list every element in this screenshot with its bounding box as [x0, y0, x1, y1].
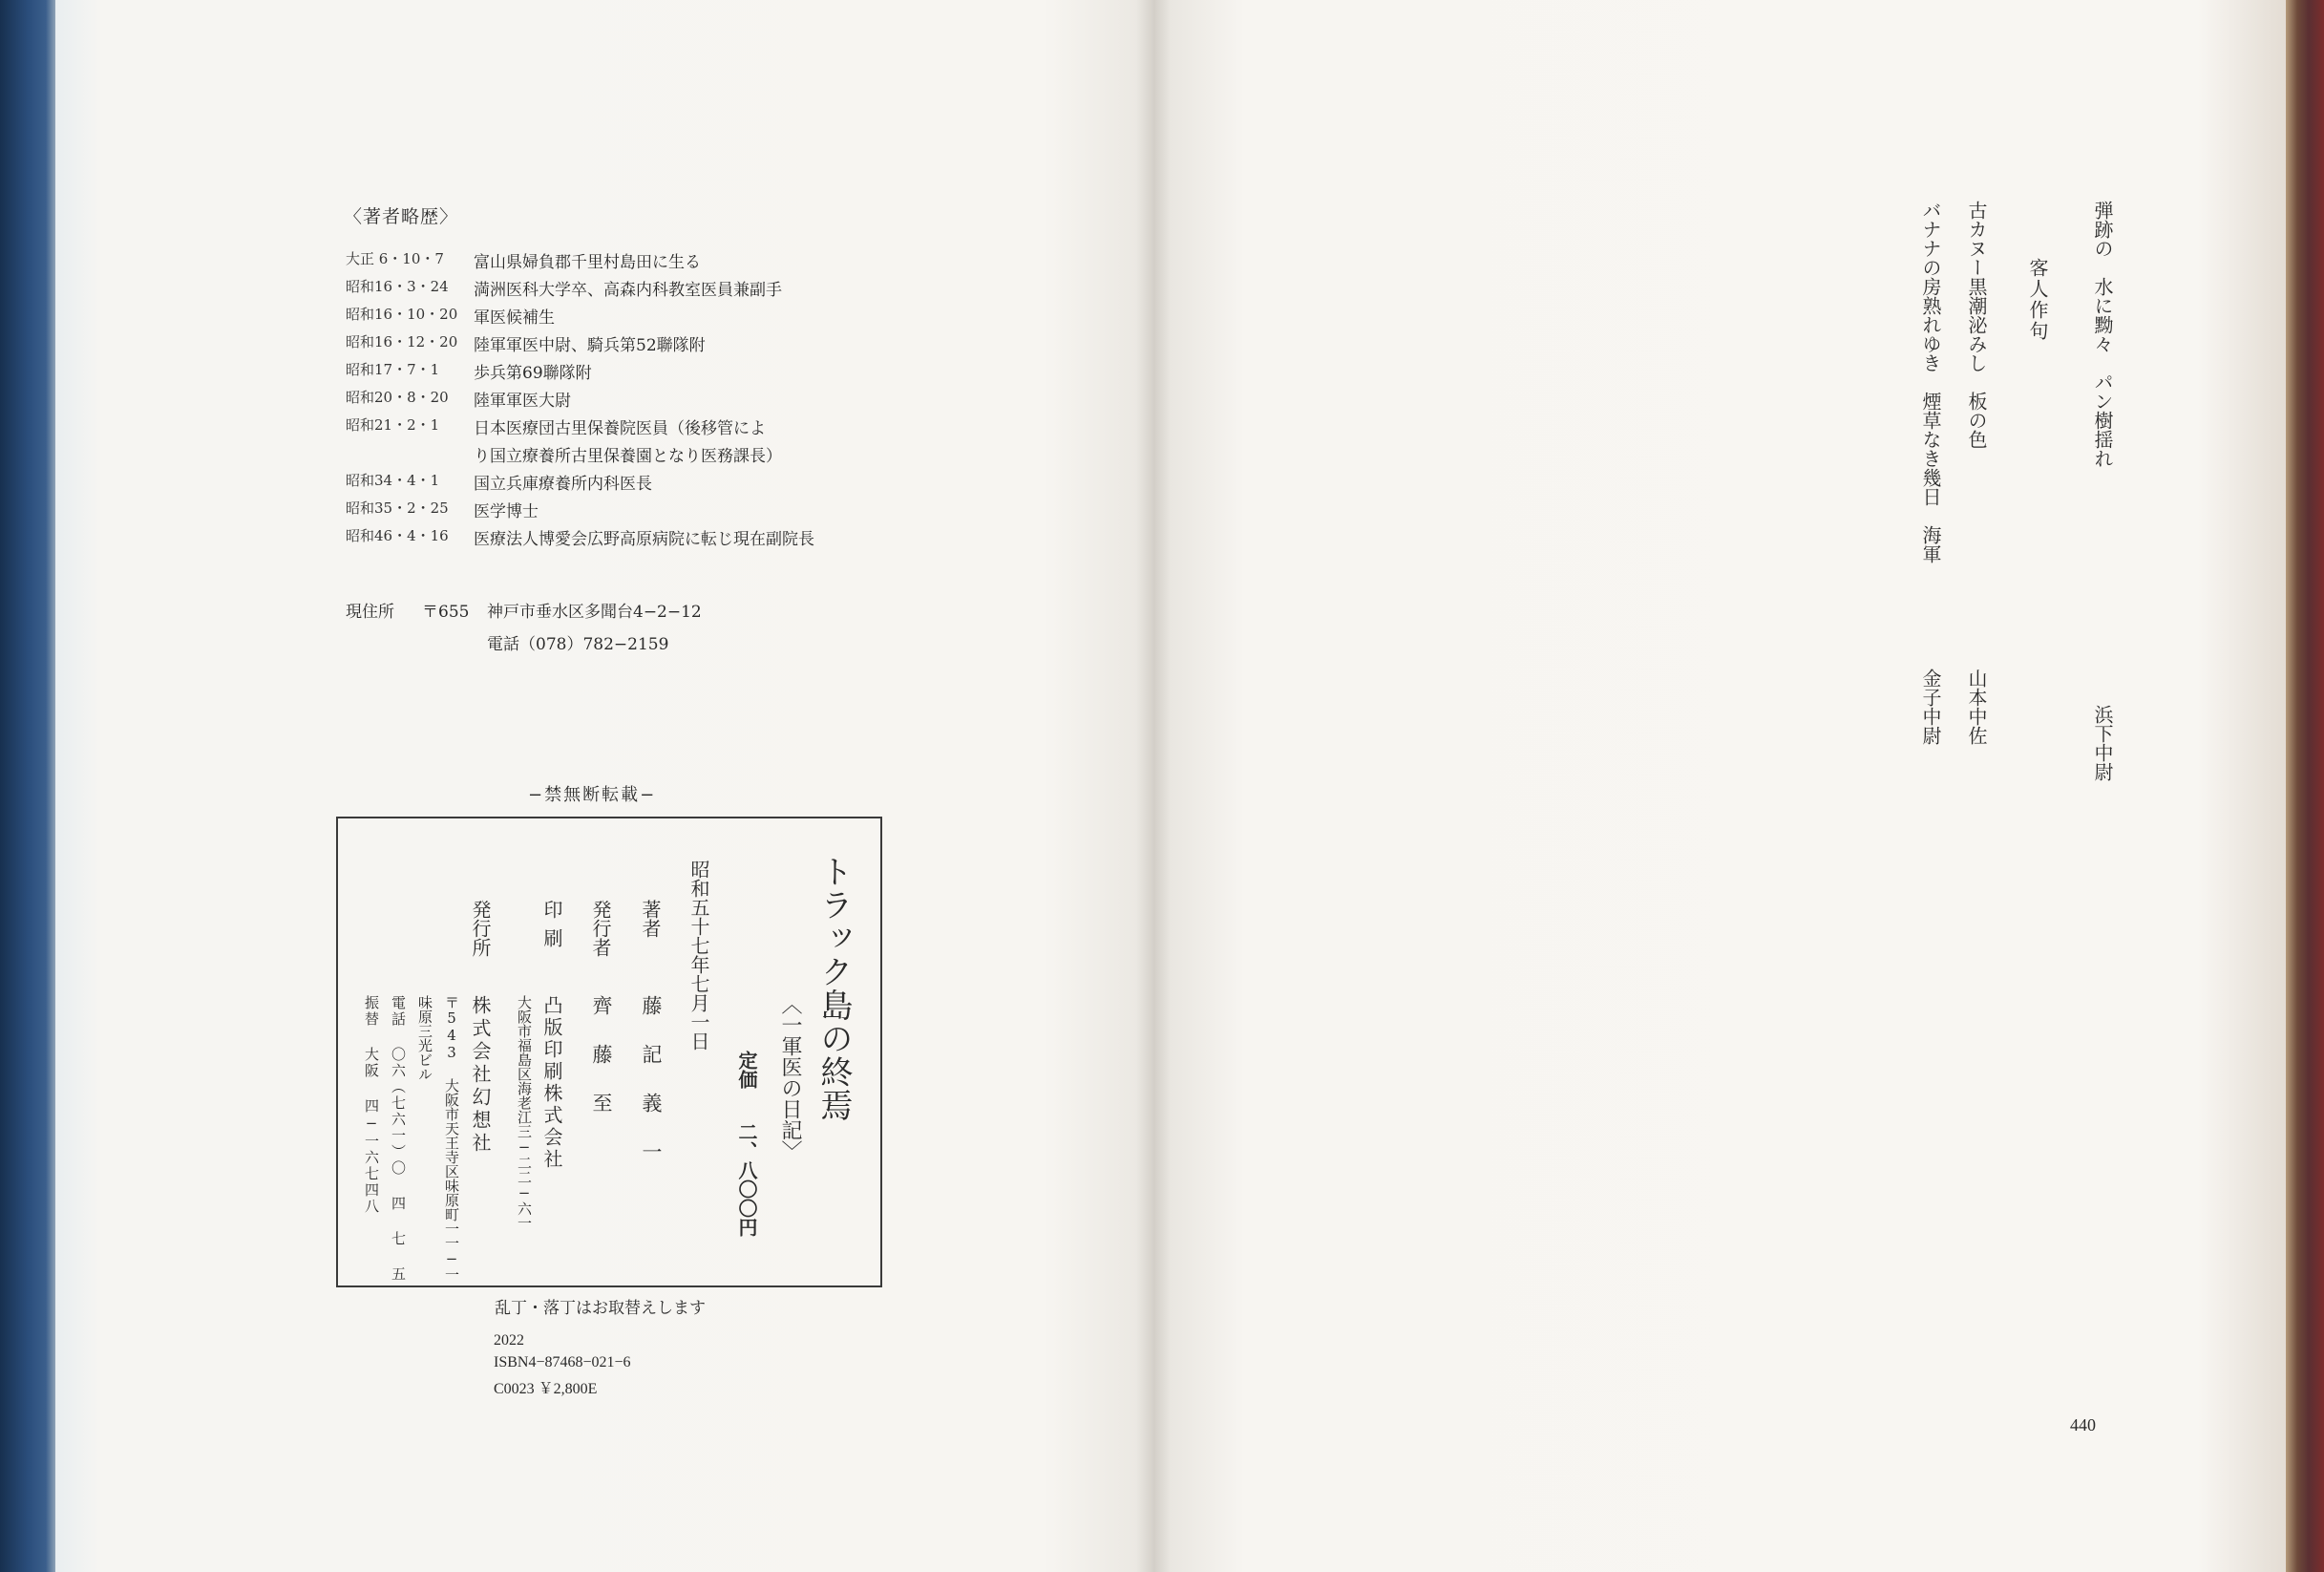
- haiku-heading: 客人作句: [2026, 258, 2049, 342]
- publication-date: 昭和五十七年七月一日: [687, 860, 710, 1051]
- haiku-line: バナナの房熟れゆき 煙草なき幾日 海軍: [1919, 201, 1942, 563]
- entry-text: 日本医療団古里保養院医員（後移管によ: [474, 419, 766, 438]
- entry-date: 昭和35・2・25: [346, 499, 449, 517]
- entry-date: 昭和46・4・16: [346, 527, 449, 544]
- cover-edge-left: [0, 0, 57, 1572]
- entry-text: 医療法人博愛会広野高原病院に転じ現在副院長: [474, 530, 814, 549]
- entry-text: 軍医候補生: [474, 308, 555, 328]
- right-page: [1153, 0, 2288, 1572]
- haiku-line: 古カヌー黒潮泌みし 板の色: [1965, 201, 1988, 449]
- entry-date: 昭和16・12・20: [346, 333, 458, 351]
- publisher-address: 〒543 大阪市天王寺区味原町一一−一: [443, 995, 460, 1282]
- price-label: 定価: [735, 1051, 758, 1089]
- address-line: 神戸市垂水区多聞台4−2−12: [487, 603, 702, 622]
- address-postal: 〒655: [422, 603, 470, 622]
- publisher-name: 株式会社幻想社: [469, 995, 492, 1156]
- entry-date: 昭和17・7・1: [346, 361, 440, 378]
- printer-name: 凸版印刷株式会社: [540, 995, 563, 1171]
- isbn-line: ISBN4−87468−021−6: [494, 1354, 631, 1370]
- entry-text: り国立療養所古里保養園となり医務課長）: [474, 447, 782, 466]
- publisher-building: 味原三光ビル: [416, 995, 433, 1081]
- entry-text: 富山県婦負郡千里村島田に生る: [474, 253, 701, 272]
- haiku-author: 金子中尉: [1919, 669, 1942, 745]
- entry-text: 医学博士: [474, 502, 539, 521]
- address-label: 現住所: [346, 603, 394, 622]
- entry-text: 陸軍軍医大尉: [474, 392, 571, 411]
- entry-date: 昭和20・8・20: [346, 389, 449, 406]
- issuer-label: 発行者: [589, 900, 612, 957]
- printer-address: 大阪市福島区海老江三−二二−六一: [516, 995, 533, 1230]
- entry-date: 昭和34・4・1: [346, 472, 440, 489]
- entry-date: 昭和16・10・20: [346, 306, 458, 323]
- entry-text: 国立兵庫療養所内科医長: [474, 475, 652, 494]
- entry-text: 満洲医科大学卒、高森内科教室医員兼副手: [474, 281, 782, 300]
- book-title: トラック島の終焉: [814, 855, 853, 1122]
- book-subtitle: 〈一軍医の日記〉: [778, 993, 802, 1161]
- printer-label: 印刷: [540, 900, 563, 957]
- entry-date: 昭和21・2・1: [346, 416, 440, 434]
- publisher-phone: 電話 〇六（七六一）〇 四 七 五: [390, 995, 407, 1283]
- entry-date: 昭和16・3・24: [346, 278, 449, 295]
- price-value: 二、八〇〇円: [735, 1122, 758, 1237]
- author-label: 著者: [639, 900, 662, 938]
- haiku-author: 浜下中尉: [2091, 705, 2114, 781]
- entry-text: 陸軍軍医中尉、騎兵第52聯隊附: [474, 336, 706, 355]
- publisher-account: 振替 大阪 四−一六七四八: [363, 995, 380, 1215]
- issuer-name: 齊藤至: [590, 995, 613, 1141]
- code-line: 2022: [494, 1332, 524, 1349]
- biography-title: 〈著者略歴〉: [344, 206, 459, 227]
- no-reprint-notice: −禁無断転載−: [528, 785, 657, 805]
- price-code-line: C0023 ￥2,800E: [494, 1381, 598, 1397]
- haiku-author: 山本中佐: [1965, 669, 1988, 745]
- misprint-notice: 乱丁・落丁はお取替えします: [495, 1299, 706, 1318]
- page-number: 440: [2070, 1415, 2096, 1434]
- isbn-block: [494, 1332, 631, 1398]
- address-phone: 電話（078）782−2159: [487, 635, 669, 654]
- entry-text: 歩兵第69聯隊附: [474, 364, 592, 383]
- author-name: 藤記義一: [640, 995, 663, 1190]
- haiku-line: 弾跡の 水に黝々 パン樹揺れ: [2091, 201, 2114, 468]
- entry-date: 大正 6・10・7: [346, 250, 444, 267]
- book-gutter: [1136, 0, 1171, 1572]
- cover-edge-right: [2286, 0, 2324, 1572]
- publisher-label: 発行所: [469, 900, 492, 957]
